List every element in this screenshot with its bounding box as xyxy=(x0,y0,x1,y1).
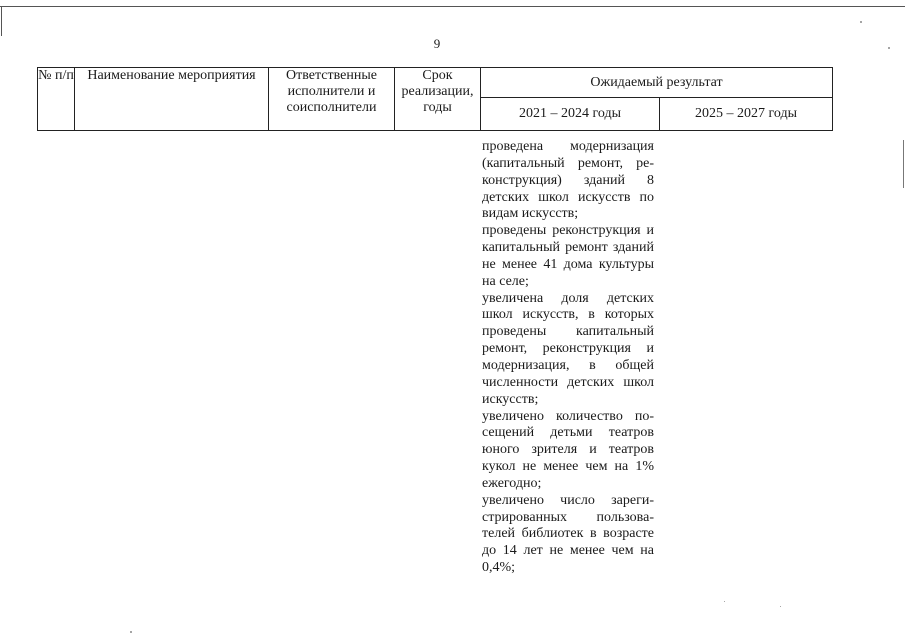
scan-speck xyxy=(130,631,132,633)
result-item: увеличено количество посещений детьми театров юного зрителя и театров кукол не менее чем на 1% ежегодно; xyxy=(482,408,654,491)
scan-edge-right xyxy=(903,140,904,188)
result-item: увеличено число зарегистрированных пользователей библиотек в возрасте до 14 лет не менее чем на 0,4%; xyxy=(482,492,654,576)
result-item: проведена модернизация (капитальный ремонт, реконструкция) зданий 8 детских школ искусств по видам искусств; xyxy=(482,139,654,222)
scan-edge-top xyxy=(0,6,905,7)
scan-speck xyxy=(888,47,890,49)
scan-speck xyxy=(780,606,781,607)
header-term: Срок реализации, годы xyxy=(395,68,481,131)
header-period-2025-2027: 2025 – 2027 годы xyxy=(660,98,833,131)
result-item: проведены реконструкция и капитальный ремонт зданий не менее 41 дома культуры на селе; xyxy=(482,223,654,289)
header-expected-result: Ожидаемый результат xyxy=(481,68,833,98)
scan-speck xyxy=(724,601,725,602)
header-period-2021-2024: 2021 – 2024 годы xyxy=(481,98,660,131)
header-number: № п/п xyxy=(38,68,75,131)
header-name: Наименование мероприятия xyxy=(75,68,269,131)
result-item: увеличена доля детских школ искусств, в которых проведены капитальный ремонт, реконструкция и модернизация, в общей численности детских школ искусств; xyxy=(482,290,654,407)
page-number: 9 xyxy=(433,36,441,51)
results-2021-2024-column xyxy=(482,139,654,577)
scan-speck xyxy=(860,21,862,23)
scan-edge-left xyxy=(1,6,2,36)
plan-table-header xyxy=(37,67,833,131)
header-executors: Ответственные исполнители и соисполнители xyxy=(269,68,395,131)
